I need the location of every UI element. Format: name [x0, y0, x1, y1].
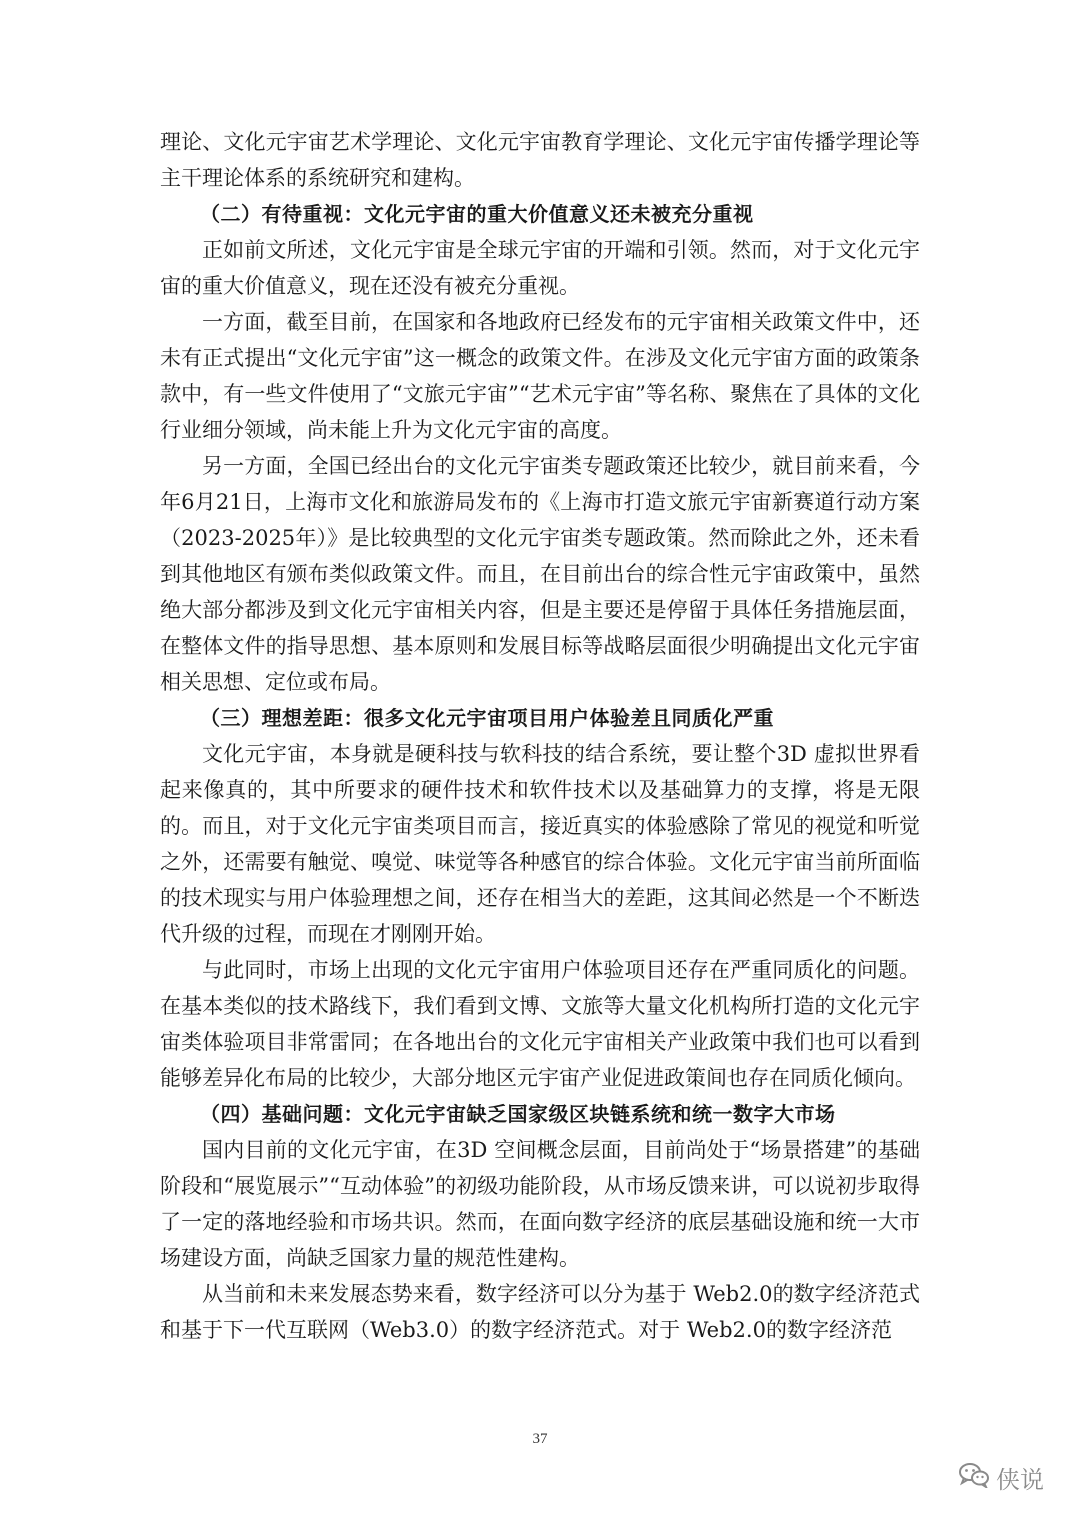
paragraph: 国内目前的文化元宇宙，在3D 空间概念层面，目前尚处于“场景搭建”的基础阶段和“展览展示”“互动体验”的初级功能阶段，从市场反馈来讲，可以说初步取得了一定的落地经验和市场共识。然而，在面向数字经济的底层基础设施和统一大市场建设方面，尚缺乏国家力量的规范性建构。: [160, 1138, 920, 1270]
paragraph: 与此同时，市场上出现的文化元宇宙用户体验项目还存在严重同质化的问题。在基本类似的技术路线下，我们看到文博、文旅等大量文化机构所打造的文化元宇宙类体验项目非常雷同；在各地出台的文化元宇宙相关产业政策中我们也可以看到能够差异化布局的比较少，大部分地区元宇宙产业促进政策间也存在同质化倾向。: [160, 958, 920, 1090]
section-heading-4: （四）基础问题：文化元宇宙缺乏国家级区块链系统和统一数字大市场: [200, 1102, 836, 1126]
page-number: 37: [532, 1431, 548, 1447]
paragraph: 正如前文所述，文化元宇宙是全球元宇宙的开端和引领。然而，对于文化元宇宙的重大价值意义，现在还没有被充分重视。: [160, 238, 920, 298]
paragraph: 另一方面，全国已经出台的文化元宇宙类专题政策还比较少，就目前来看，今年6月21日，上海市文化和旅游局发布的《上海市打造文旅元宇宙新赛道行动方案（2023-2025年）》是比较典型的文化元宇宙类专题政策。然而除此之外，还未看到其他地区有颁布类似政策文件。而且，在目前出台的综合性元宇宙政策中，虽然绝大部分都涉及到文化元宇宙相关内容，但是主要还是停留于具体任务措施层面，在整体文件的指导思想、基本原则和发展目标等战略层面很少明确提出文化元宇宙相关思想、定位或布局。: [160, 454, 920, 694]
watermark-text: 侠说: [996, 1466, 1044, 1494]
document-body: [160, 124, 920, 1348]
watermark: [958, 1460, 1044, 1495]
paragraph: 一方面，截至目前，在国家和各地政府已经发布的元宇宙相关政策文件中，还未有正式提出“文化元宇宙”这一概念的政策文件。在涉及文化元宇宙方面的政策条款中，有一些文件使用了“文旅元宇宙”“艺术元宇宙”等名称、聚焦在了具体的文化行业细分领域，尚未能上升为文化元宇宙的高度。: [160, 310, 920, 442]
paragraph: 从当前和未来发展态势来看，数字经济可以分为基于 Web2.0的数字经济范式和基于下一代互联网（Web3.0）的数字经济范式。对于 Web2.0的数字经济范: [160, 1282, 920, 1342]
paragraph-continued: 理论、文化元宇宙艺术学理论、文化元宇宙教育学理论、文化元宇宙传播学理论等主干理论体系的系统研究和建构。: [160, 130, 920, 190]
section-heading-3: （三）理想差距：很多文化元宇宙项目用户体验差且同质化严重: [200, 706, 774, 730]
section-heading-2: （二）有待重视：文化元宇宙的重大价值意义还未被充分重视: [200, 202, 754, 226]
wechat-icon: [958, 1462, 990, 1494]
paragraph: 文化元宇宙，本身就是硬科技与软科技的结合系统，要让整个3D 虚拟世界看起来像真的，其中所要求的硬件技术和软件技术以及基础算力的支撑，将是无限的。而且，对于文化元宇宙类项目而言，接近真实的体验感除了常见的视觉和听觉之外，还需要有触觉、嗅觉、味觉等各种感官的综合体验。文化元宇宙当前所面临的技术现实与用户体验理想之间，还存在相当大的差距，这其间必然是一个不断迭代升级的过程，而现在才刚刚开始。: [160, 742, 920, 946]
